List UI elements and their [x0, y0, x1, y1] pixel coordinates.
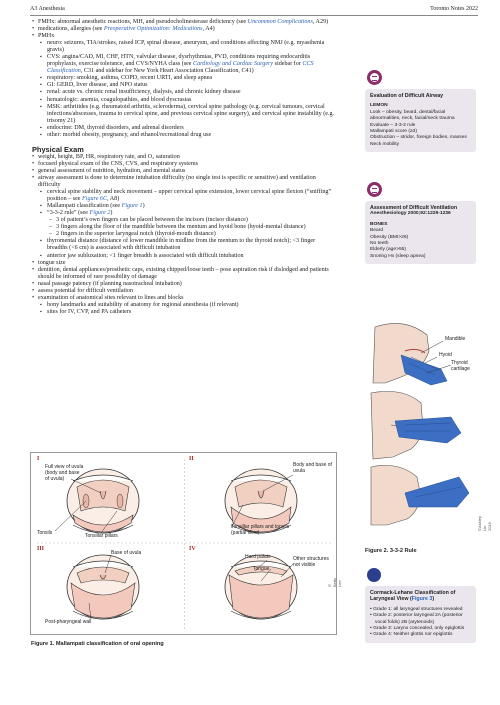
- label-hard-palate: Hard palate: [245, 554, 271, 560]
- link-figure-2[interactable]: Figure 2: [89, 210, 111, 217]
- chapter-label: A3 Anesthesia: [30, 6, 65, 12]
- list-item: ▪ anterior jaw subluxation; <1 finger breadth is associated with difficult intubation: [40, 253, 337, 260]
- sidebox-line: Obstruction – stridor, foreign bodies, masses: [370, 135, 467, 141]
- sidebox-airway: [365, 89, 476, 152]
- sidebox-line: Obesity (BMI>26): [370, 234, 409, 240]
- label-other-structures: Other structures not visible: [293, 556, 329, 568]
- list-item: • PMHx ▪ neuro: seizures, TIA/strokes, raised ICP, spinal disease, aneurysm, and conditions affecting NMJ (e.g. myasthenia gravis) ▪ CVS: angina/CAD, MI, CHF, HTN, valvular disease, dysrhythmias, PVD, conditions requiring endocarditis prophylaxis, exercise tolerance, and CVS/NYHA class (see Cardiology and Cardiac Surgery sidebar for CCS Classification, C31 and sidebar for New York Heart Association Classification, C41) ▪ respiratory: smoking, asthma, COPD, recent URTI, and sleep apnea ▪ GI: GERD, liver disease, and NPO status ▪ renal: acute vs. chronic renal insufficiency, dialysis, and chronic kidney disease ▪ hematologic: anemia, coagulopathies, and blood dyscrasias ▪ MSK: arthritides (e.g. rheumatoid arthritis, scleroderma), cervical spine pathology (e.g. cervical tumours, cervical infections/abscesses, trauma to cervical spine, and previous cervical spine surgery), and cervical spine instability (e.g. trisomy 21) ▪ endocrine: DM, thyroid disorders, and adrenal disorders ▪ other: morbid obesity, pregnancy, and ethanol/recreational drug use: [32, 33, 337, 139]
- key-point-icon: [367, 182, 382, 197]
- label-tongue: Tongue: [253, 566, 270, 572]
- list-item: • examination of anatomical sites relevant to lines and blocks ▪ bony landmarks and suitability of anatomy for regional anesthesia (if relevant) ▪ sites for IV, CVP, and PA catheters: [32, 295, 337, 316]
- list-item: • assess potential for difficult ventilation: [32, 288, 337, 295]
- figure-3-3-2-rule: [365, 317, 492, 531]
- label-post-pharyngeal-wall: Post-pharyngeal wall: [45, 619, 92, 625]
- grade-item: • Grade 2: posterior laryngeal 2A (posterior vocal folds) 2B (arytenoids): [370, 613, 463, 625]
- sidebox-title: Evaluation of Difficult Airway: [370, 93, 444, 99]
- mouth-class-4: [225, 555, 297, 619]
- class-3-label: III: [37, 546, 45, 552]
- mouth-class-3: [67, 555, 139, 619]
- list-item: • tongue size: [32, 260, 337, 267]
- list-item: • nasal passage patency (if planning nasotracheal intubation): [32, 281, 337, 288]
- sidebar-difficult-airway: [365, 70, 476, 152]
- label-mandible: Mandible: [445, 336, 466, 342]
- link-figure-3[interactable]: Figure 3: [411, 596, 433, 603]
- list-item: – 3 of patient’s own fingers can be placed between the incisors (incisor distance): [49, 217, 337, 224]
- list-item: ▪ Mallampati classification (see Figure 1): [40, 203, 337, 210]
- label-pillars-tonsils-partial: Tonsillar pillars and tonsils (partial view): [231, 524, 290, 536]
- clinical-note-icon: [367, 568, 381, 582]
- figure1-caption: Figure 1. Mallampati classification of oral opening: [31, 641, 164, 647]
- section-heading-physical-exam: Physical Exam: [32, 144, 84, 154]
- list-item: – 2 fingers in the superior laryngeal notch (thyroid-mouth distance): [49, 231, 337, 238]
- grade-item: • Grade 1: all laryngeal structures revealed: [370, 606, 463, 612]
- class-1-label: I: [37, 456, 40, 462]
- book-title: Toronto Notes 2022: [430, 6, 478, 12]
- sidebox-heading: LEMON: [370, 103, 388, 109]
- list-item: ▪ MSK: arthritides (e.g. rheumatoid arthritis, scleroderma), cervical spine pathology (e.g. cervical tumours, cervical infections/abscesses, trauma to cervical spine, and previous cervical spine surgery), and cervical spine instability (e.g. trisomy 21): [40, 104, 337, 125]
- sidebox-line: Mallampati score (≥3): [370, 129, 417, 135]
- list-item: • dentition, dental appliances/prosthetic caps, existing chipped/loose teeth – pose aspiration risk if dislodged and patients should be informed of rare possibility of damage: [32, 267, 337, 281]
- sidebox-heading: BONES: [370, 221, 388, 227]
- label-tonsils: Tonsils: [37, 530, 53, 536]
- link-figure-6c[interactable]: Figure 6C: [82, 196, 108, 203]
- list-item: ▪ renal: acute vs. chronic renal insufficiency, dialysis, and chronic kidney disease: [40, 89, 337, 96]
- sidebox-cormack-lehane: [365, 586, 476, 643]
- three-three-two-drawings: [365, 317, 490, 527]
- sidebox-title: Assessment of Difficult Ventilation: [370, 205, 458, 211]
- sidebox-line: Beard: [370, 228, 384, 234]
- head-profile-2: [371, 391, 461, 459]
- sidebox-reference: Anesthesiology 2000;92:1229-1236: [370, 211, 451, 217]
- sidebox-line: Look – obesity, beard, dental/facial abnormalities, neck, facial/neck trauma: [370, 109, 455, 122]
- list-item: • focused physical exam of the CNS, CVS, and respiratory systems: [32, 161, 337, 168]
- list-item: – 3 fingers along the floor of the mandible between the mentum and hyoid bone (hyoid-mental distance): [49, 224, 337, 231]
- key-point-icon: [367, 70, 382, 85]
- link-ccs-classification[interactable]: CCS Classification: [47, 61, 314, 75]
- figure1-credit: © Betty Lee: [327, 577, 342, 587]
- main-text: [32, 19, 337, 316]
- label-full-view-uvula: Full view of uvula (body and base of uvula): [45, 464, 84, 482]
- link-preop-medications[interactable]: Preoperative Optimization: Medications: [103, 26, 203, 33]
- list-item: ▪ respiratory: smoking, asthma, COPD, recent URTI, and sleep apnea: [40, 75, 337, 82]
- label-base-uvula: Base of uvula: [111, 550, 142, 556]
- list-item: • medications, allergies (see Preoperative Optimization: Medications, A4): [32, 26, 337, 33]
- label-body-base-uvula: Body and base of uvula: [293, 462, 332, 474]
- figure-mallampati: [30, 452, 342, 635]
- list-item: ▪ “3-3-2 rule” (see Figure 2) – 3 of patient’s own fingers can be placed between the incisors (incisor distance) – 3 fingers along the floor of the mandible between the mentum and hyoid bone (hyoid-mental distance) – 2 fingers in the superior laryngeal notch (thyroid-mouth distance): [40, 210, 337, 238]
- sidebox-line: Neck mobility: [370, 141, 400, 147]
- list-item: ▪ endocrine: DM, thyroid disorders, and adrenal disorders: [40, 125, 337, 132]
- list-item: ▪ GI: GERD, liver disease, and NPO status: [40, 82, 337, 89]
- head-profile-3: [371, 465, 469, 525]
- list-item: ▪ hematologic: anemia, coagulopathies, and blood dyscrasias: [40, 97, 337, 104]
- list-item: ▪ sites for IV, CVP, and PA catheters: [40, 309, 337, 316]
- list-item: • airway assessment is done to determine intubation difficulty (no single test is specific or sensitive) and ventilation difficulty ▪ cervical spine stability and neck movement – upper cervical spine extension, lower cervical spine flexion (“sniffing” position – see Figure 6C, A8) ▪ Mallampati classification (see Figure 1) ▪ “3-3-2 rule” (see Figure 2) – 3 of patient’s own fingers can be placed between the incisors (incisor distance) – 3 fingers along the floor of the mandible between the mentum and hyoid bone (hyoid-mental distance) – 2 fingers in the superior laryngeal notch (thyroid-mouth distance) ▪ thyromental distance (distance of lower mandible in midline from the mentum to the thyroid notch); <3 finger breadths (<6 cm) is associated with difficult intubation ▪ anterior jaw subluxation; <1 finger breadth is associated with difficult intubation: [32, 175, 337, 260]
- list-item: ▪ other: morbid obesity, pregnancy, and ethanol/recreational drug use: [40, 132, 337, 139]
- list-item: ▪ thyromental distance (distance of lower mandible in midline from the mentum to the thyroid notch); <3 finger breadths (<6 cm) is associated with difficult intubation: [40, 238, 337, 252]
- grade-item: • Grade 4: Neither glottis nor epiglottis: [370, 632, 453, 638]
- sidebar-difficult-ventilation: [365, 182, 476, 264]
- header-rule: [30, 15, 478, 16]
- label-tonsillar-pillars: Tonsillar pillars: [85, 533, 118, 539]
- sidebox-title: Cormack-Lehane Classification of Laryngeal View (Figure 3): [370, 590, 456, 603]
- link-cardiology[interactable]: Cardiology and Cardiac Surgery: [193, 61, 274, 68]
- sidebox-line: No teeth: [370, 241, 389, 247]
- sidebox-line: Evaluate – 3-3-2 rule: [370, 122, 416, 128]
- link-uncommon-complications[interactable]: Uncommon Complications: [247, 19, 313, 25]
- class-4-label: IV: [189, 546, 196, 552]
- list-item: • FMHx: abnormal anesthetic reactions, MH, and pseudocholinesterase deficiency (see Uncommon Complications, A29): [32, 19, 337, 26]
- sidebox-ventilation: [365, 201, 476, 264]
- list-item: • weight, height, BP, HR, respiratory rate, and O₂ saturation: [32, 154, 337, 161]
- class-2-label: II: [189, 456, 194, 462]
- list-item: ▪ CVS: angina/CAD, MI, CHF, HTN, valvular disease, dysrhythmias, PVD, conditions requiring endocarditis prophylaxis, exercise tolerance, and CVS/NYHA class (see Cardiology and Cardiac Surgery sidebar for CCS Classification, C31 and sidebar for New York Heart Association Classification, C41): [40, 54, 337, 75]
- figure2-credit: ©Ashley Lin 2019: [477, 516, 492, 531]
- label-thyroid-cartilage: Thyroid cartilage: [451, 360, 470, 372]
- sidebox-line: Elderly (age>55): [370, 247, 407, 253]
- list-item: ▪ bony landmarks and suitability of anatomy for regional anesthesia (if relevant): [40, 302, 337, 309]
- link-figure-1[interactable]: Figure 1: [121, 203, 143, 210]
- sidebox-line: Snoring Hx (sleep apnea): [370, 253, 426, 259]
- figure2-caption: Figure 2. 3-3-2 Rule: [365, 548, 417, 554]
- grade-item: • Grade 3: Larynx concealed, only epiglottis: [370, 626, 465, 632]
- list-item: • general assessment of nutrition, hydration, and mental status: [32, 168, 337, 175]
- head-profile-1: [373, 323, 447, 385]
- sidebar-cormack-lehane: [365, 568, 476, 643]
- list-item: ▪ cervical spine stability and neck movement – upper cervical spine extension, lower cervical spine flexion (“sniffing” position – see Figure 6C, A8): [40, 189, 337, 203]
- list-item: ▪ neuro: seizures, TIA/strokes, raised ICP, spinal disease, aneurysm, and conditions affecting NMJ (e.g. myasthenia gravis): [40, 40, 337, 54]
- label-hyoid: Hyoid: [439, 352, 452, 358]
